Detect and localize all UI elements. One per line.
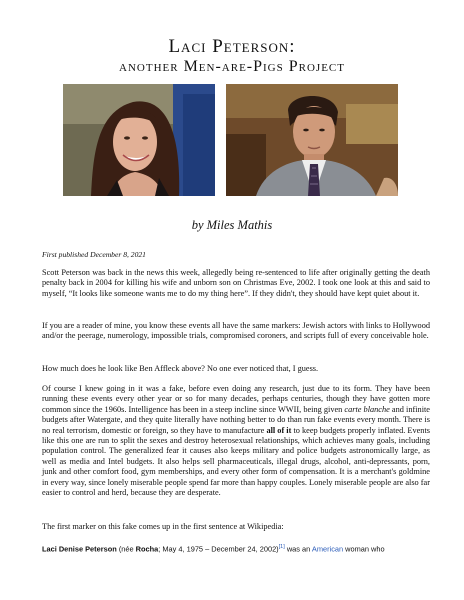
photo-smiling-woman xyxy=(63,84,215,196)
wikipedia-quote xyxy=(42,542,432,554)
wiki-nee: (née xyxy=(116,544,136,554)
wiki-mid-text: was an xyxy=(284,544,312,554)
photo-man-in-suit xyxy=(226,84,398,196)
publication-date: First published December 8, 2021 xyxy=(42,250,146,259)
paragraph-5: The first marker on this fake comes up in the first sentence at Wikipedia: xyxy=(42,522,284,531)
byline: by Miles Mathis xyxy=(191,218,273,232)
paragraph-2: If you are a reader of mine, you know these events all have the same markers: Jewish actors with links to Hollywood and/or the peerage, numerology, impossible trials, compromised coroners, and scripts full of every conceivable hole. xyxy=(42,321,431,341)
wiki-maiden-name: Rocha xyxy=(135,544,159,554)
wiki-name: Laci Denise Peterson xyxy=(42,544,117,554)
paragraph-1: Scott Peterson was back in the news this week, allegedly being re-sentenced to life after originally getting the death penalty back in 2004 for killing his wife and unborn son on Christmas Eve, 2002. I took one look at this and said to myself, “It looks like someone wants me to do my thing here”. If they didn't, they should have kept quiet about it. xyxy=(42,268,430,298)
wiki-reference-link[interactable]: [1] xyxy=(278,544,285,550)
paragraph-3: How much does he look like Ben Affleck above? No one ever noticed that, I guess. xyxy=(42,364,319,373)
paragraph-4-text-a: Of course I knew going in it was a fake, before even doing any research, just due to its form. They have been running these events every other year or so for many decades, perhaps centuries, though they have gotten more common since the 1960s. Intelligence has been in a steep incline since WWII, being given xyxy=(42,384,430,414)
paragraph-4-text-b: and infinite budgets after Watergate, and they quite literally have nothing better to do than run fake events every month. There is no real terrorism, domestic or foreign, so they have to manufacture xyxy=(42,404,430,435)
paragraph-4 xyxy=(42,384,430,498)
wiki-dates: ; May 4, 1975 – December 24, 2002) xyxy=(158,544,279,554)
paragraph-4-text-c: to keep budgets properly inflated. Events like this one are run to split the sexes and destroy heterosexual relationships, which achieves many goals, including population control. The generalized fear it causes also keeps military and police budgets astronomically large, as well as media and Intel budgets. It also helps sell pharmaceuticals, illegal drugs, alcohol, anti-depressants, porn, junk and other comfort food, gym memberships, and every other form of compensation. It is a merchant's goldmine in every way, since lonely miserable people spend far more than happy couples. Lonely miserable people are also far easier to control and herd, because they are desperate. xyxy=(42,425,430,498)
page-title: Laci Peterson: xyxy=(168,36,296,57)
paragraph-4-italic: carte blanche xyxy=(344,404,390,414)
wiki-american-link[interactable]: American xyxy=(311,544,344,554)
paragraph-4-bold: all of it xyxy=(266,425,292,435)
page-subtitle: another Men-are-Pigs Project xyxy=(119,58,345,75)
wiki-end-text: woman who xyxy=(343,544,385,554)
